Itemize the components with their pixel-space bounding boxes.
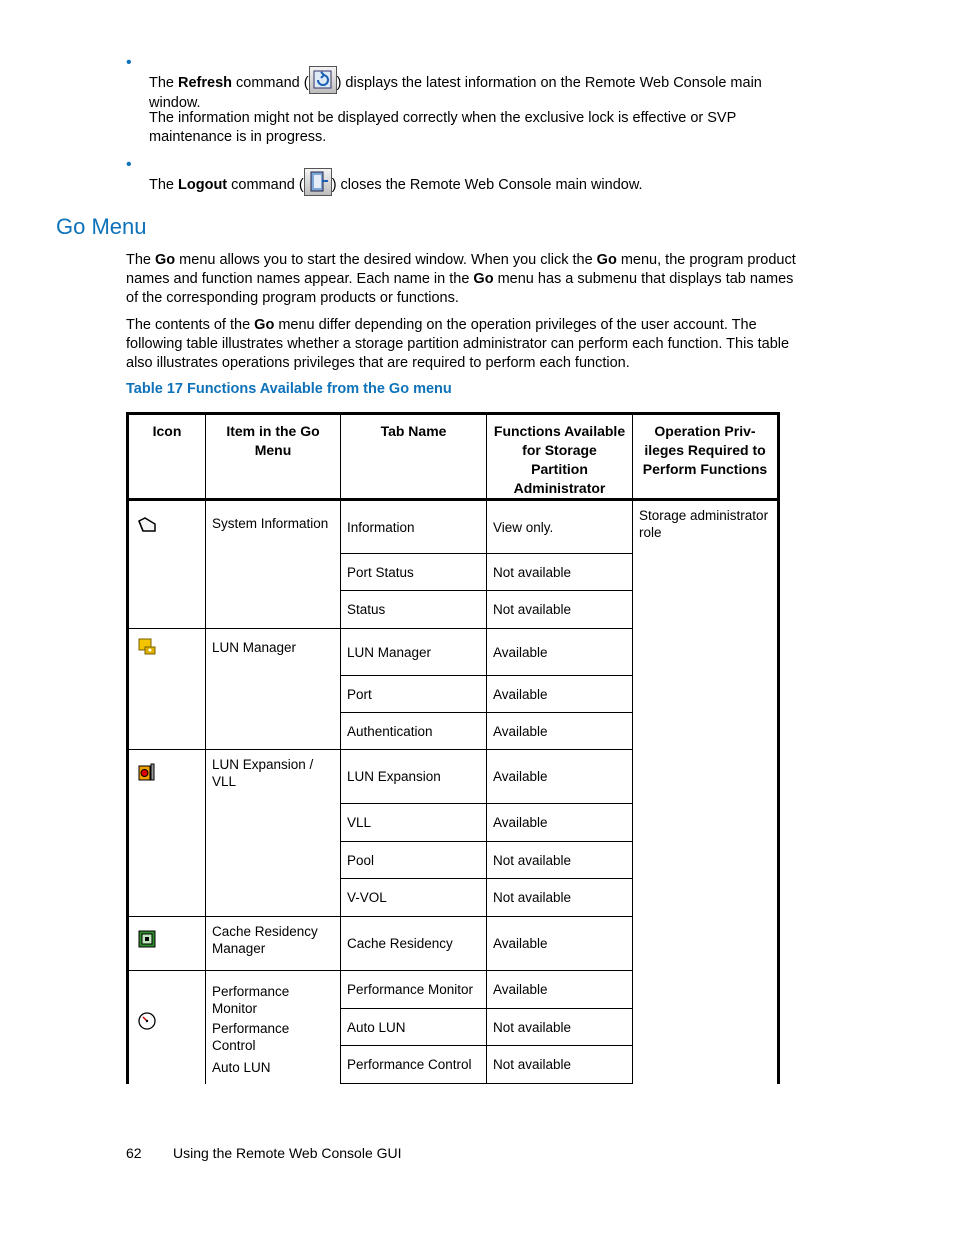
availability-cell: Available: [487, 676, 633, 713]
privilege-cell: Storage administrator role: [633, 500, 779, 1084]
refresh-icon: [309, 66, 337, 94]
logout-bullet-text: The Logout command ( ) closes the Remote Web Console main window.: [149, 168, 809, 196]
section-heading: Go Menu: [56, 214, 147, 239]
bullet-marker: •: [126, 54, 132, 71]
availability-cell: Not available: [487, 1046, 633, 1084]
tab-cell: Information: [341, 500, 487, 554]
cache-residency-icon: [137, 929, 157, 949]
icon-cell: [128, 500, 206, 629]
availability-cell: Not available: [487, 554, 633, 591]
header-tab-name: Tab Name: [341, 414, 487, 500]
lun-manager-icon: [137, 637, 157, 657]
icon-cell: [128, 917, 206, 971]
tab-cell: Pool: [341, 842, 487, 879]
bullet-marker: •: [126, 156, 132, 173]
tab-cell: Authentication: [341, 713, 487, 750]
intro-paragraph-2: The contents of the Go menu differ depending on the operation privileges of the user account. The following table illustrates whether a storage partition administrator can perform each function. This table also illustrates operations privileges that are required to perform each function.: [126, 317, 790, 371]
icon-cell: [128, 750, 206, 917]
item-cell: Performance Monitor Performance Control Auto LUN: [206, 971, 341, 1084]
availability-cell: Available: [487, 750, 633, 804]
tab-cell: Cache Residency: [341, 917, 487, 971]
availability-cell: Not available: [487, 591, 633, 629]
system-information-icon: [137, 515, 157, 535]
item-cell: LUN Manager: [206, 629, 341, 750]
footer-section-title: Using the Remote Web Console GUI: [173, 1145, 402, 1161]
refresh-bullet-text: The Refresh command ( ) displays the latest information on the Remote Web Console main window.: [149, 66, 809, 113]
page-number: 62: [126, 1145, 142, 1161]
tab-cell: Status: [341, 591, 487, 629]
table-caption: Table 17 Functions Available from the Go menu: [126, 381, 452, 397]
item-cell: System Information: [206, 500, 341, 629]
availability-cell: Not available: [487, 879, 633, 917]
header-icon: Icon: [128, 414, 206, 500]
availability-cell: Available: [487, 629, 633, 676]
lun-expansion-icon: [137, 762, 157, 782]
availability-cell: Not available: [487, 842, 633, 879]
refresh-note: The information might not be displayed correctly when the exclusive lock is effective or SVP maintenance is in progress.: [149, 110, 737, 145]
availability-cell: Available: [487, 713, 633, 750]
icon-cell: [128, 971, 206, 1084]
item-cell: LUN Expansion / VLL: [206, 750, 341, 917]
header-privileges: Operation Priv-ileges Required to Perform Functions: [633, 414, 779, 500]
tab-cell: LUN Expansion: [341, 750, 487, 804]
header-functions-available: Functions Available for Storage Partition Administrator: [487, 414, 633, 500]
functions-table: [126, 412, 780, 1084]
table-row: [128, 500, 779, 554]
tab-cell: Port Status: [341, 554, 487, 591]
intro-paragraph-1: The Go menu allows you to start the desired window. When you click the Go menu, the program product names and function names appear. Each name in the Go menu has a submenu that displays tab names of the corresponding program products or functions.: [126, 252, 796, 306]
availability-cell: Available: [487, 917, 633, 971]
availability-cell: Available: [487, 971, 633, 1009]
header-item: Item in the Go Menu: [206, 414, 341, 500]
tab-cell: Auto LUN: [341, 1009, 487, 1046]
tab-cell: LUN Manager: [341, 629, 487, 676]
performance-monitor-icon: [137, 1011, 157, 1031]
tab-cell: Performance Control: [341, 1046, 487, 1084]
icon-cell: [128, 629, 206, 750]
availability-cell: Available: [487, 804, 633, 842]
table-header-row: [128, 414, 779, 500]
availability-cell: View only.: [487, 500, 633, 554]
tab-cell: VLL: [341, 804, 487, 842]
tab-cell: V-VOL: [341, 879, 487, 917]
availability-cell: Not available: [487, 1009, 633, 1046]
tab-cell: Performance Monitor: [341, 971, 487, 1009]
logout-icon: [304, 168, 332, 196]
item-cell: Cache Residency Manager: [206, 917, 341, 971]
tab-cell: Port: [341, 676, 487, 713]
